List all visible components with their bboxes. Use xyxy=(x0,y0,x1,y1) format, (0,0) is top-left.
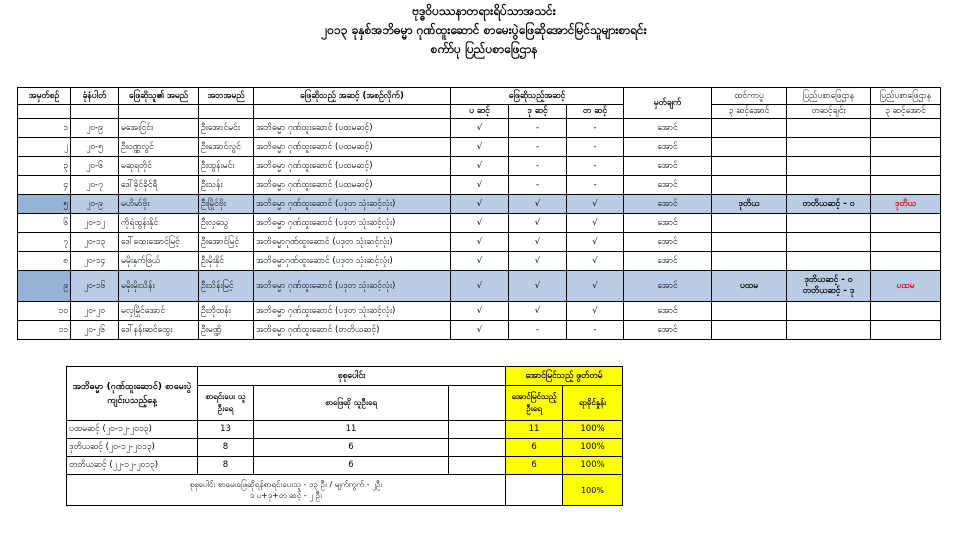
cell-subject: အဘိဓမ္မာ ဂုဏ်ထူးဆောင် (ပထမဆင့်) xyxy=(254,157,451,176)
cell-l2: √ xyxy=(509,214,567,233)
summary-row-passed: 6 xyxy=(506,439,563,457)
cell-father: ဦးအောင်မြင့် xyxy=(199,233,254,252)
cell-name: မလှမြိုင်အောင် xyxy=(119,302,199,321)
summary-blank-header xyxy=(449,386,506,421)
cell-l1: √ xyxy=(451,195,509,214)
cell-roll: ၂၀-၁၆ xyxy=(71,271,119,302)
cell-ext2 xyxy=(871,138,941,157)
cell-subject: အဘိဓမ္မာ ဂုဏ်ထူးဆောင် (တတိယဆင့်) xyxy=(254,321,451,340)
cell-rank: ဒုတိယ xyxy=(712,195,787,214)
header-level2: ဒု ဆင့် xyxy=(509,105,567,119)
cell-roll: ၂၀-၁၂ xyxy=(71,214,119,233)
header-subject: ဖြေဆိုသည့် အဆင့် (အစဉ်လိုက်) xyxy=(254,88,451,105)
cell-l2: - xyxy=(509,119,567,138)
header-blank xyxy=(119,105,199,119)
header-level1: ပ ဆင့် xyxy=(451,105,509,119)
cell-remark: အောင် xyxy=(624,195,712,214)
header-ext-sub: တဆင့်ချင်း xyxy=(787,105,871,119)
summary-row-applied: 8 xyxy=(198,439,254,457)
cell-father: ဦးထွန်းမင်း xyxy=(199,157,254,176)
table-row xyxy=(18,214,941,233)
header-serial: အမှတ်စဉ် xyxy=(18,88,71,105)
header-father: အဘအမည် xyxy=(199,88,254,105)
summary-row-sat: 6 xyxy=(254,439,449,457)
page-header xyxy=(0,2,968,59)
cell-rank: ပထမ xyxy=(712,271,787,302)
cell-ext xyxy=(787,233,871,252)
header-ext: ပြည်ပစာဖြေဌာန xyxy=(787,88,871,105)
cell-l2: - xyxy=(509,176,567,195)
cell-ext2 xyxy=(871,176,941,195)
cell-ext xyxy=(787,321,871,340)
cell-rank xyxy=(712,138,787,157)
cell-roll: ၂၀-၇ xyxy=(71,176,119,195)
cell-name: မဆုရတိုင် xyxy=(119,157,199,176)
cell-father: ဦးအောင်လွင် xyxy=(199,138,254,157)
summary-applied-header: စာရင်းပေး သူဦးရေ xyxy=(198,386,254,421)
summary-row xyxy=(67,421,623,439)
cell-ext xyxy=(787,252,871,271)
cell-subject: အဘိဓမ္မာ ဂုဏ်ထူးဆောင် (ပထမဆင့်) xyxy=(254,176,451,195)
cell-name: ကိုရဲထွန်းနိုင် xyxy=(119,214,199,233)
cell-roll: ၂၀-၉ xyxy=(71,119,119,138)
cell-name: ဒေါ်ထေးအောင်မြင့် xyxy=(119,233,199,252)
cell-father: ဦးသိန်းမြင့် xyxy=(199,271,254,302)
table-row xyxy=(18,176,941,195)
cell-l3: - xyxy=(567,119,624,138)
cell-l1: √ xyxy=(451,157,509,176)
summary-row-applied: 13 xyxy=(198,421,254,439)
center-title: စက်ာ်ပု ပြည်ပစာဖြေဌာန xyxy=(430,42,538,56)
cell-rank xyxy=(712,233,787,252)
cell-remark: အောင် xyxy=(624,176,712,195)
cell-l3: √ xyxy=(567,233,624,252)
summary-row-passed: 11 xyxy=(506,421,563,439)
table-row xyxy=(18,321,941,340)
cell-roll: ၂၀-၂၀ xyxy=(71,302,119,321)
summary-row-blank xyxy=(449,421,506,439)
summary-row-sat: 11 xyxy=(254,421,449,439)
summary-footer-line1: စုစုပေါင်း စာမေးဖြေဆိုရန်စာရင်းပေးသူ - ၁၃ ဦး / မျက်ကွက် - ၂ဦး xyxy=(189,480,383,489)
cell-serial: ၄ xyxy=(18,176,71,195)
cell-rank xyxy=(712,252,787,271)
cell-ext xyxy=(787,214,871,233)
cell-l2: √ xyxy=(509,233,567,252)
cell-remark: အောင် xyxy=(624,157,712,176)
summary-passed-header: အောင်မြင်သည့် ဦးရေ xyxy=(506,386,563,421)
cell-serial: ၈ xyxy=(18,252,71,271)
cell-l2: √ xyxy=(509,271,567,302)
cell-l2: - xyxy=(509,157,567,176)
results-body xyxy=(18,119,941,340)
cell-remark: အောင် xyxy=(624,233,712,252)
cell-serial: ၅ xyxy=(18,195,71,214)
cell-ext2 xyxy=(871,321,941,340)
cell-roll: ၂၀-၉ xyxy=(71,195,119,214)
cell-l1: √ xyxy=(451,252,509,271)
cell-l1: √ xyxy=(451,233,509,252)
cell-remark: အောင် xyxy=(624,252,712,271)
cell-name: မမိုးနှက်ဖြယ် xyxy=(119,252,199,271)
cell-serial: ၆ xyxy=(18,214,71,233)
cell-subject: အဘိဓမ္မာဂုဏ်ထူးဆောင် (ပဒုတ သုံးဆင့်လုံး) xyxy=(254,252,451,271)
cell-roll: ၂၀-၆ xyxy=(71,157,119,176)
cell-l1: √ xyxy=(451,271,509,302)
header-rank: ထင်ကာပူ xyxy=(712,88,787,105)
cell-ext2 xyxy=(871,214,941,233)
cell-serial: ၁ xyxy=(18,119,71,138)
cell-ext-line: တတိယဆင့် - ဒု xyxy=(802,286,855,296)
header-level3: တ ဆင့် xyxy=(567,105,624,119)
header-roll: ခုံနံပါတ် xyxy=(71,88,119,105)
cell-father: ဦးလှသွေ xyxy=(199,214,254,233)
cell-remark: အောင် xyxy=(624,119,712,138)
cell-l3: √ xyxy=(567,214,624,233)
cell-ext2 xyxy=(871,119,941,138)
header-blank xyxy=(254,105,451,119)
cell-l3: - xyxy=(567,138,624,157)
summary-row-percent: 100% xyxy=(563,439,623,457)
cell-father: ဦးမဏ္ဍိ xyxy=(199,321,254,340)
cell-name: မမိုးမိုးသိန်း xyxy=(119,271,199,302)
cell-father: ဦးမိုးနိုင် xyxy=(199,252,254,271)
cell-l3: √ xyxy=(567,252,624,271)
cell-ext2 xyxy=(871,157,941,176)
summary-row xyxy=(67,457,623,475)
summary-footer-line2: ဒ ပ+ဒု+တ ဆင့် - ၂ ဦး xyxy=(249,491,323,500)
cell-l1: √ xyxy=(451,138,509,157)
cell-subject: အဘိဓမ္မာ ဂုဏ်ထူးဆောင် (ပဒုတ သုံးဆင့်လုံး) xyxy=(254,271,451,302)
header-remark: မှတ်ချက် xyxy=(624,88,712,119)
cell-l1: √ xyxy=(451,119,509,138)
cell-roll: ၂၀-၁၄ xyxy=(71,252,119,271)
cell-roll: ၂၀-၅ xyxy=(71,138,119,157)
cell-ext2: ဒုတိယ xyxy=(871,195,941,214)
table-row xyxy=(18,138,941,157)
header-blank xyxy=(18,105,71,119)
cell-rank xyxy=(712,119,787,138)
cell-serial: ၃ xyxy=(18,157,71,176)
cell-ext2: ပထမ xyxy=(871,271,941,302)
cell-serial: ၂ xyxy=(18,138,71,157)
table-row xyxy=(18,233,941,252)
cell-l3: - xyxy=(567,321,624,340)
summary-row-applied: 8 xyxy=(198,457,254,475)
summary-row-label: ပထမဆင့် (၂၀-၁၂-၂၀၁၃) xyxy=(67,421,198,439)
summary-sat-header: စာဖြေဆို သူဦးရေ xyxy=(254,386,449,421)
cell-name: ဒေါ်နန်းဆင်ထွေး xyxy=(119,321,199,340)
summary-row-percent: 100% xyxy=(563,457,623,475)
cell-ext xyxy=(787,138,871,157)
cell-l2: √ xyxy=(509,195,567,214)
cell-l2: √ xyxy=(509,252,567,271)
cell-name: မအေးငြင်း xyxy=(119,119,199,138)
cell-serial: ၉ xyxy=(18,271,71,302)
cell-name: ဒေါ်ခိုင်ခိုင်ရီ xyxy=(119,176,199,195)
summary-row-blank xyxy=(449,439,506,457)
cell-l3: √ xyxy=(567,302,624,321)
summary-pass-group: အောင်မြင်သည့် ဖွတ်တမ် xyxy=(506,367,623,386)
summary-row-sat: 6 xyxy=(254,457,449,475)
cell-father: ဦးဘိုထန်း xyxy=(199,302,254,321)
cell-remark: အောင် xyxy=(624,138,712,157)
list-title: ၂၀၁၃ ခုနှစ်အဘိဓမ္မာ ဂုဏ်ထူးဆောင် စာမေးပွဲဖြေဆိုအောင်မြင်သူများစာရင်း xyxy=(321,23,647,37)
header-blank xyxy=(71,105,119,119)
cell-subject: အဘိဓမ္မာ ဂုဏ်ထူးဆောင် (ပဒုတ သုံးဆင့်လုံး) xyxy=(254,214,451,233)
cell-l1: √ xyxy=(451,321,509,340)
header-levels: ဖြေဆိုသည့်အဆင့် xyxy=(451,88,624,105)
cell-rank xyxy=(712,302,787,321)
summary-footer-blank xyxy=(506,475,563,506)
table-row xyxy=(18,252,941,271)
header-blank xyxy=(199,105,254,119)
cell-l3: - xyxy=(567,157,624,176)
cell-ext xyxy=(787,119,871,138)
cell-ext2 xyxy=(871,302,941,321)
cell-subject: အဘိဓမ္မာ ဂုဏ်ထူးဆောင် (ပထမဆင့်) xyxy=(254,119,451,138)
summary-table xyxy=(66,366,623,506)
cell-l1: √ xyxy=(451,302,509,321)
cell-remark: အောင် xyxy=(624,302,712,321)
summary-percent-header: ရာခိုင်နှုန်း xyxy=(563,386,623,421)
cell-rank xyxy=(712,157,787,176)
summary-corner: အဘိဓမ္မာ (ဂုဏ်ထူးဆောင်) စာမေးပွဲ ကျင်းပသည့်နေ့ xyxy=(67,367,198,421)
cell-roll: ၂၀-၂၆ xyxy=(71,321,119,340)
summary-row-label: တတိယဆင့် (၂၂-၁၂-၂၀၁၃) xyxy=(67,457,198,475)
cell-l3: - xyxy=(567,176,624,195)
cell-name: ဦးဝဏ္ဏလွင် xyxy=(119,138,199,157)
cell-rank xyxy=(712,176,787,195)
cell-ext2 xyxy=(871,252,941,271)
cell-ext xyxy=(787,302,871,321)
summary-row xyxy=(67,439,623,457)
cell-ext xyxy=(787,157,871,176)
cell-father: ဦးမြိုင်ဗိုး xyxy=(199,195,254,214)
cell-serial: ၁၀ xyxy=(18,302,71,321)
header-name: ဖြေဆိုသူ၏ အမည် xyxy=(119,88,199,105)
cell-l2: √ xyxy=(509,302,567,321)
cell-subject: အဘိဓမ္မာ ဂုဏ်ထူးဆောင် (ပဒုတ သုံးဆင့်လုံး) xyxy=(254,195,451,214)
summary-row-percent: 100% xyxy=(563,421,623,439)
cell-serial: ၁၁ xyxy=(18,321,71,340)
cell-l2: - xyxy=(509,138,567,157)
cell-subject: အဘိဓမ္မာဂုဏ်ထူးဆောင် (ပဒုတ သုံးဆင့်လုံး) xyxy=(254,233,451,252)
summary-row-label: ဒုတိယဆင့် (၂၀-၁၂-၂၀၁၃) xyxy=(67,439,198,457)
summary-footer xyxy=(67,475,506,506)
table-row xyxy=(18,119,941,138)
header-ext2-sub: ၃ ဆင့်အောင် xyxy=(871,105,941,119)
header-ext2: ပြည်ပစာဖြေဌာန xyxy=(871,88,941,105)
cell-l3: √ xyxy=(567,271,624,302)
table-row xyxy=(18,195,941,214)
cell-subject: အဘိဓမ္မာ ဂုဏ်ထူးဆောင် (ပဒုတ သုံးဆင့်လုံး) xyxy=(254,302,451,321)
cell-l1: √ xyxy=(451,176,509,195)
cell-ext-line: ဒုတိယဆင့် - ၀ xyxy=(804,275,853,285)
cell-ext2 xyxy=(871,233,941,252)
cell-name: မဟိမာ်ဗိုး xyxy=(119,195,199,214)
table-row xyxy=(18,271,941,302)
header-rank-sub: ၃ ဆင့်အောင် xyxy=(712,105,787,119)
cell-subject: အဘိဓမ္မာ ဂုဏ်ထူးဆောင် (ပထမဆင့်) xyxy=(254,138,451,157)
organization-title: ဗုဒ္ဓဝိပဿနာတရားရိပ်သာအသင်း xyxy=(412,4,556,18)
cell-ext xyxy=(787,271,871,302)
cell-l1: √ xyxy=(451,214,509,233)
cell-rank xyxy=(712,214,787,233)
cell-father: ဦးသန်း xyxy=(199,176,254,195)
cell-ext: တတိယဆင့် - ၀ xyxy=(787,195,871,214)
summary-footer-percent: 100% xyxy=(563,475,623,506)
cell-l3: √ xyxy=(567,195,624,214)
cell-roll: ၂၀-၁၃ xyxy=(71,233,119,252)
summary-row-passed: 6 xyxy=(506,457,563,475)
cell-serial: ၇ xyxy=(18,233,71,252)
cell-ext xyxy=(787,176,871,195)
cell-rank xyxy=(712,321,787,340)
cell-remark: အောင် xyxy=(624,271,712,302)
summary-row-blank xyxy=(449,457,506,475)
cell-remark: အောင် xyxy=(624,214,712,233)
summary-total-group: စုစုပေါင်း xyxy=(198,367,506,386)
cell-l2: - xyxy=(509,321,567,340)
table-row xyxy=(18,302,941,321)
cell-remark: အောင် xyxy=(624,321,712,340)
cell-father: ဦးအောင်မင်း xyxy=(199,119,254,138)
results-table xyxy=(17,87,941,340)
table-row xyxy=(18,157,941,176)
